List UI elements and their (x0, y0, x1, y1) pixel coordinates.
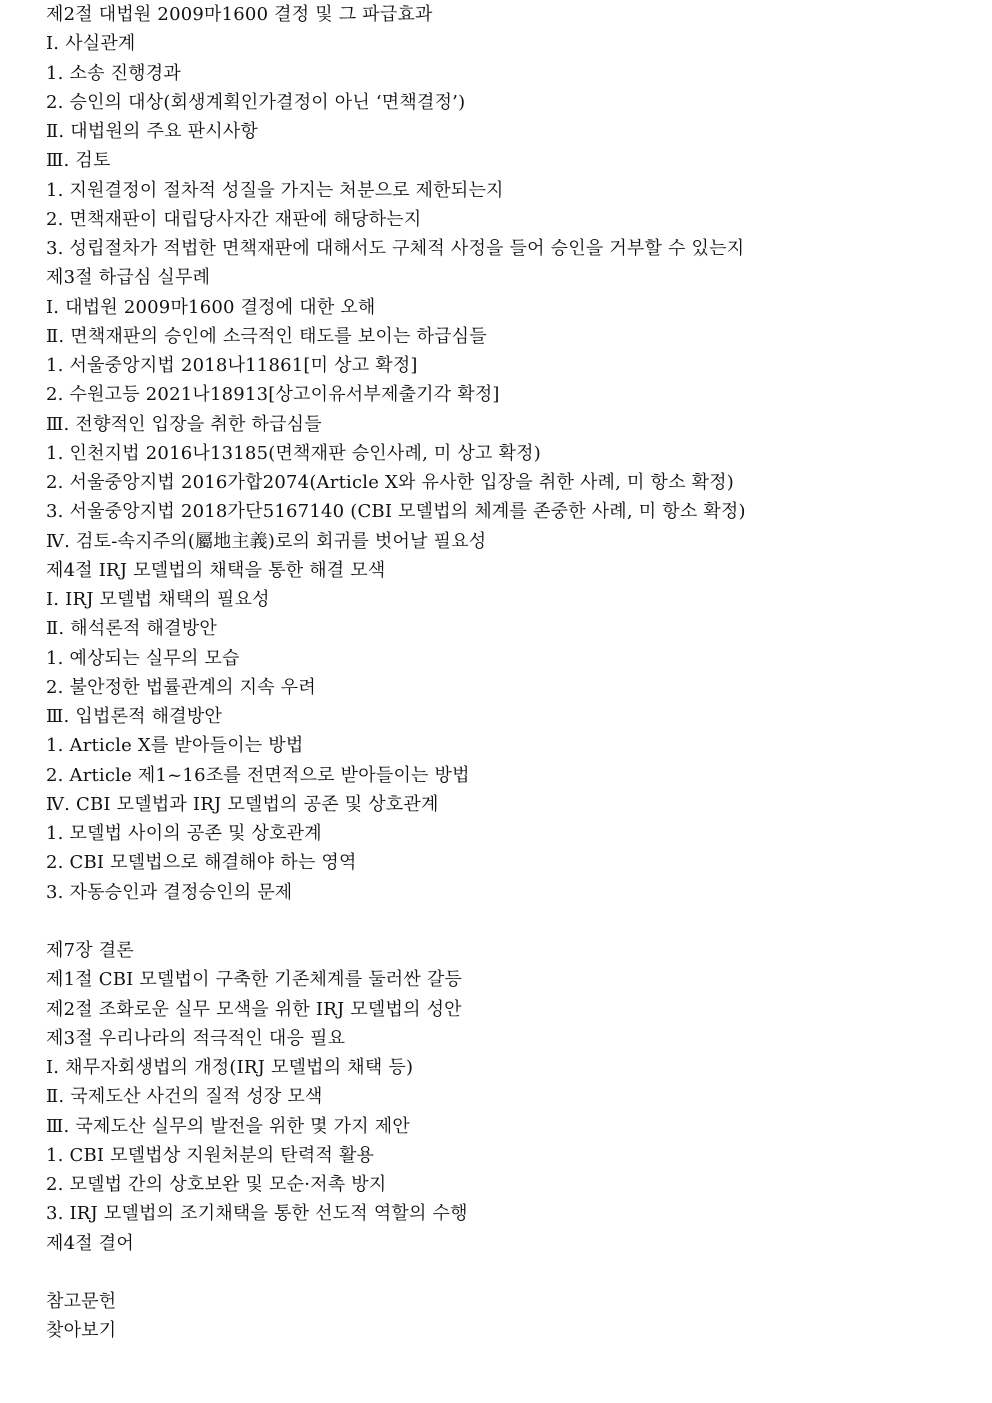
toc-line: 1. 인천지법 2016나13185(면책재판 승인사례, 미 상고 확정) (46, 442, 541, 464)
toc-line: 1. CBI 모델법상 지원처분의 탄력적 활용 (46, 1144, 375, 1166)
toc-line: Ⅲ. 검토 (46, 150, 111, 172)
toc-line: 2. 승인의 대상(회생계획인가결정이 아닌 ‘면책결정’) (46, 91, 466, 113)
toc-line: 제2절 조화로운 실무 모색을 위한 IRJ 모델법의 성안 (46, 998, 462, 1020)
toc-page (46, 0, 976, 1346)
toc-line: Ⅰ. IRJ 모델법 채택의 필요성 (46, 589, 270, 610)
toc-line: 1. Article X를 받아들이는 방법 (46, 735, 304, 757)
toc-line: 찾아보기 (46, 1320, 117, 1342)
toc-line: 제1절 CBI 모델법이 구축한 기존체계를 둘러싼 갈등 (46, 969, 463, 991)
toc-line: 1. 모델법 사이의 공존 및 상호관계 (46, 823, 322, 844)
toc-line: Ⅱ. 국제도산 사건의 질적 성장 모색 (46, 1086, 323, 1108)
toc-line: 2. 면책재판이 대립당사자간 재판에 해당하는지 (46, 208, 422, 230)
toc-line: 제3절 하급심 실무례 (46, 267, 211, 289)
toc-line: 참고문헌 (46, 1291, 117, 1312)
toc-line: 제2절 대법원 2009마1600 결정 및 그 파급효과 (46, 4, 433, 25)
toc-line: 1. 지원결정이 절차적 성질을 가지는 처분으로 제한되는지 (46, 179, 504, 201)
blank-line (46, 907, 976, 936)
toc-line: Ⅳ. CBI 모델법과 IRJ 모델법의 공존 및 상호관계 (46, 793, 439, 815)
toc-line: Ⅲ. 전향적인 입장을 취한 하급심들 (46, 413, 322, 435)
toc-line: 2. 불안정한 법률관계의 지속 우려 (46, 676, 316, 698)
toc-line: Ⅰ. 채무자회생법의 개정(IRJ 모델법의 채택 등) (46, 1057, 414, 1078)
toc-line: 제3절 우리나라의 적극적인 대응 필요 (46, 1027, 346, 1049)
toc-line: Ⅰ. 사실관계 (46, 33, 136, 55)
toc-line: 3. IRJ 모델법의 조기채택을 통한 선도적 역할의 수행 (46, 1203, 468, 1225)
toc-line: 1. 예상되는 실무의 모습 (46, 647, 240, 669)
toc-line: 2. 모델법 간의 상호보완 및 모순·저촉 방지 (46, 1174, 387, 1195)
toc-line: Ⅱ. 대법원의 주요 판시사항 (46, 121, 258, 142)
toc-line: Ⅲ. 입법론적 해결방안 (46, 706, 223, 727)
toc-line: 3. 서울중앙지법 2018가단5167140 (CBI 모델법의 체계를 존중한 사례, 미 항소 확정) (46, 501, 746, 523)
toc-line: 1. 소송 진행경과 (46, 62, 181, 84)
toc-line: 2. CBI 모델법으로 해결해야 하는 영역 (46, 852, 357, 874)
toc-line: 1. 서울중앙지법 2018나11861[미 상고 확정] (46, 355, 418, 376)
toc-line: 3. 성립절차가 적법한 면책재판에 대해서도 구체적 사정을 들어 승인을 거부할 수 있는지 (46, 238, 745, 259)
toc-line: 제4절 결어 (46, 1232, 134, 1254)
toc-line: 2. Article 제1~16조를 전면적으로 받아들이는 방법 (46, 764, 470, 786)
toc-line: 3. 자동승인과 결정승인의 문제 (46, 881, 293, 903)
toc-line: Ⅰ. 대법원 2009마1600 결정에 대한 오해 (46, 296, 376, 318)
toc-line: 2. 수원고등 2021나18913[상고이유서부제출기각 확정] (46, 384, 500, 406)
toc-line: Ⅱ. 해석론적 해결방안 (46, 618, 217, 640)
toc-line: 제4절 IRJ 모델법의 채택을 통한 해결 모색 (46, 559, 386, 581)
toc-line: Ⅳ. 검토-속지주의(屬地主義)로의 회귀를 벗어날 필요성 (46, 530, 487, 552)
blank-line (46, 1258, 976, 1287)
toc-line: Ⅱ. 면책재판의 승인에 소극적인 태도를 보이는 하급심들 (46, 325, 487, 347)
toc-line: 제7장 결론 (46, 940, 134, 961)
toc-line: 2. 서울중앙지법 2016가합2074(Article X와 유사한 입장을 취한 사례, 미 항소 확정) (46, 472, 734, 493)
toc-line: Ⅲ. 국제도산 실무의 발전을 위한 몇 가지 제안 (46, 1115, 410, 1137)
